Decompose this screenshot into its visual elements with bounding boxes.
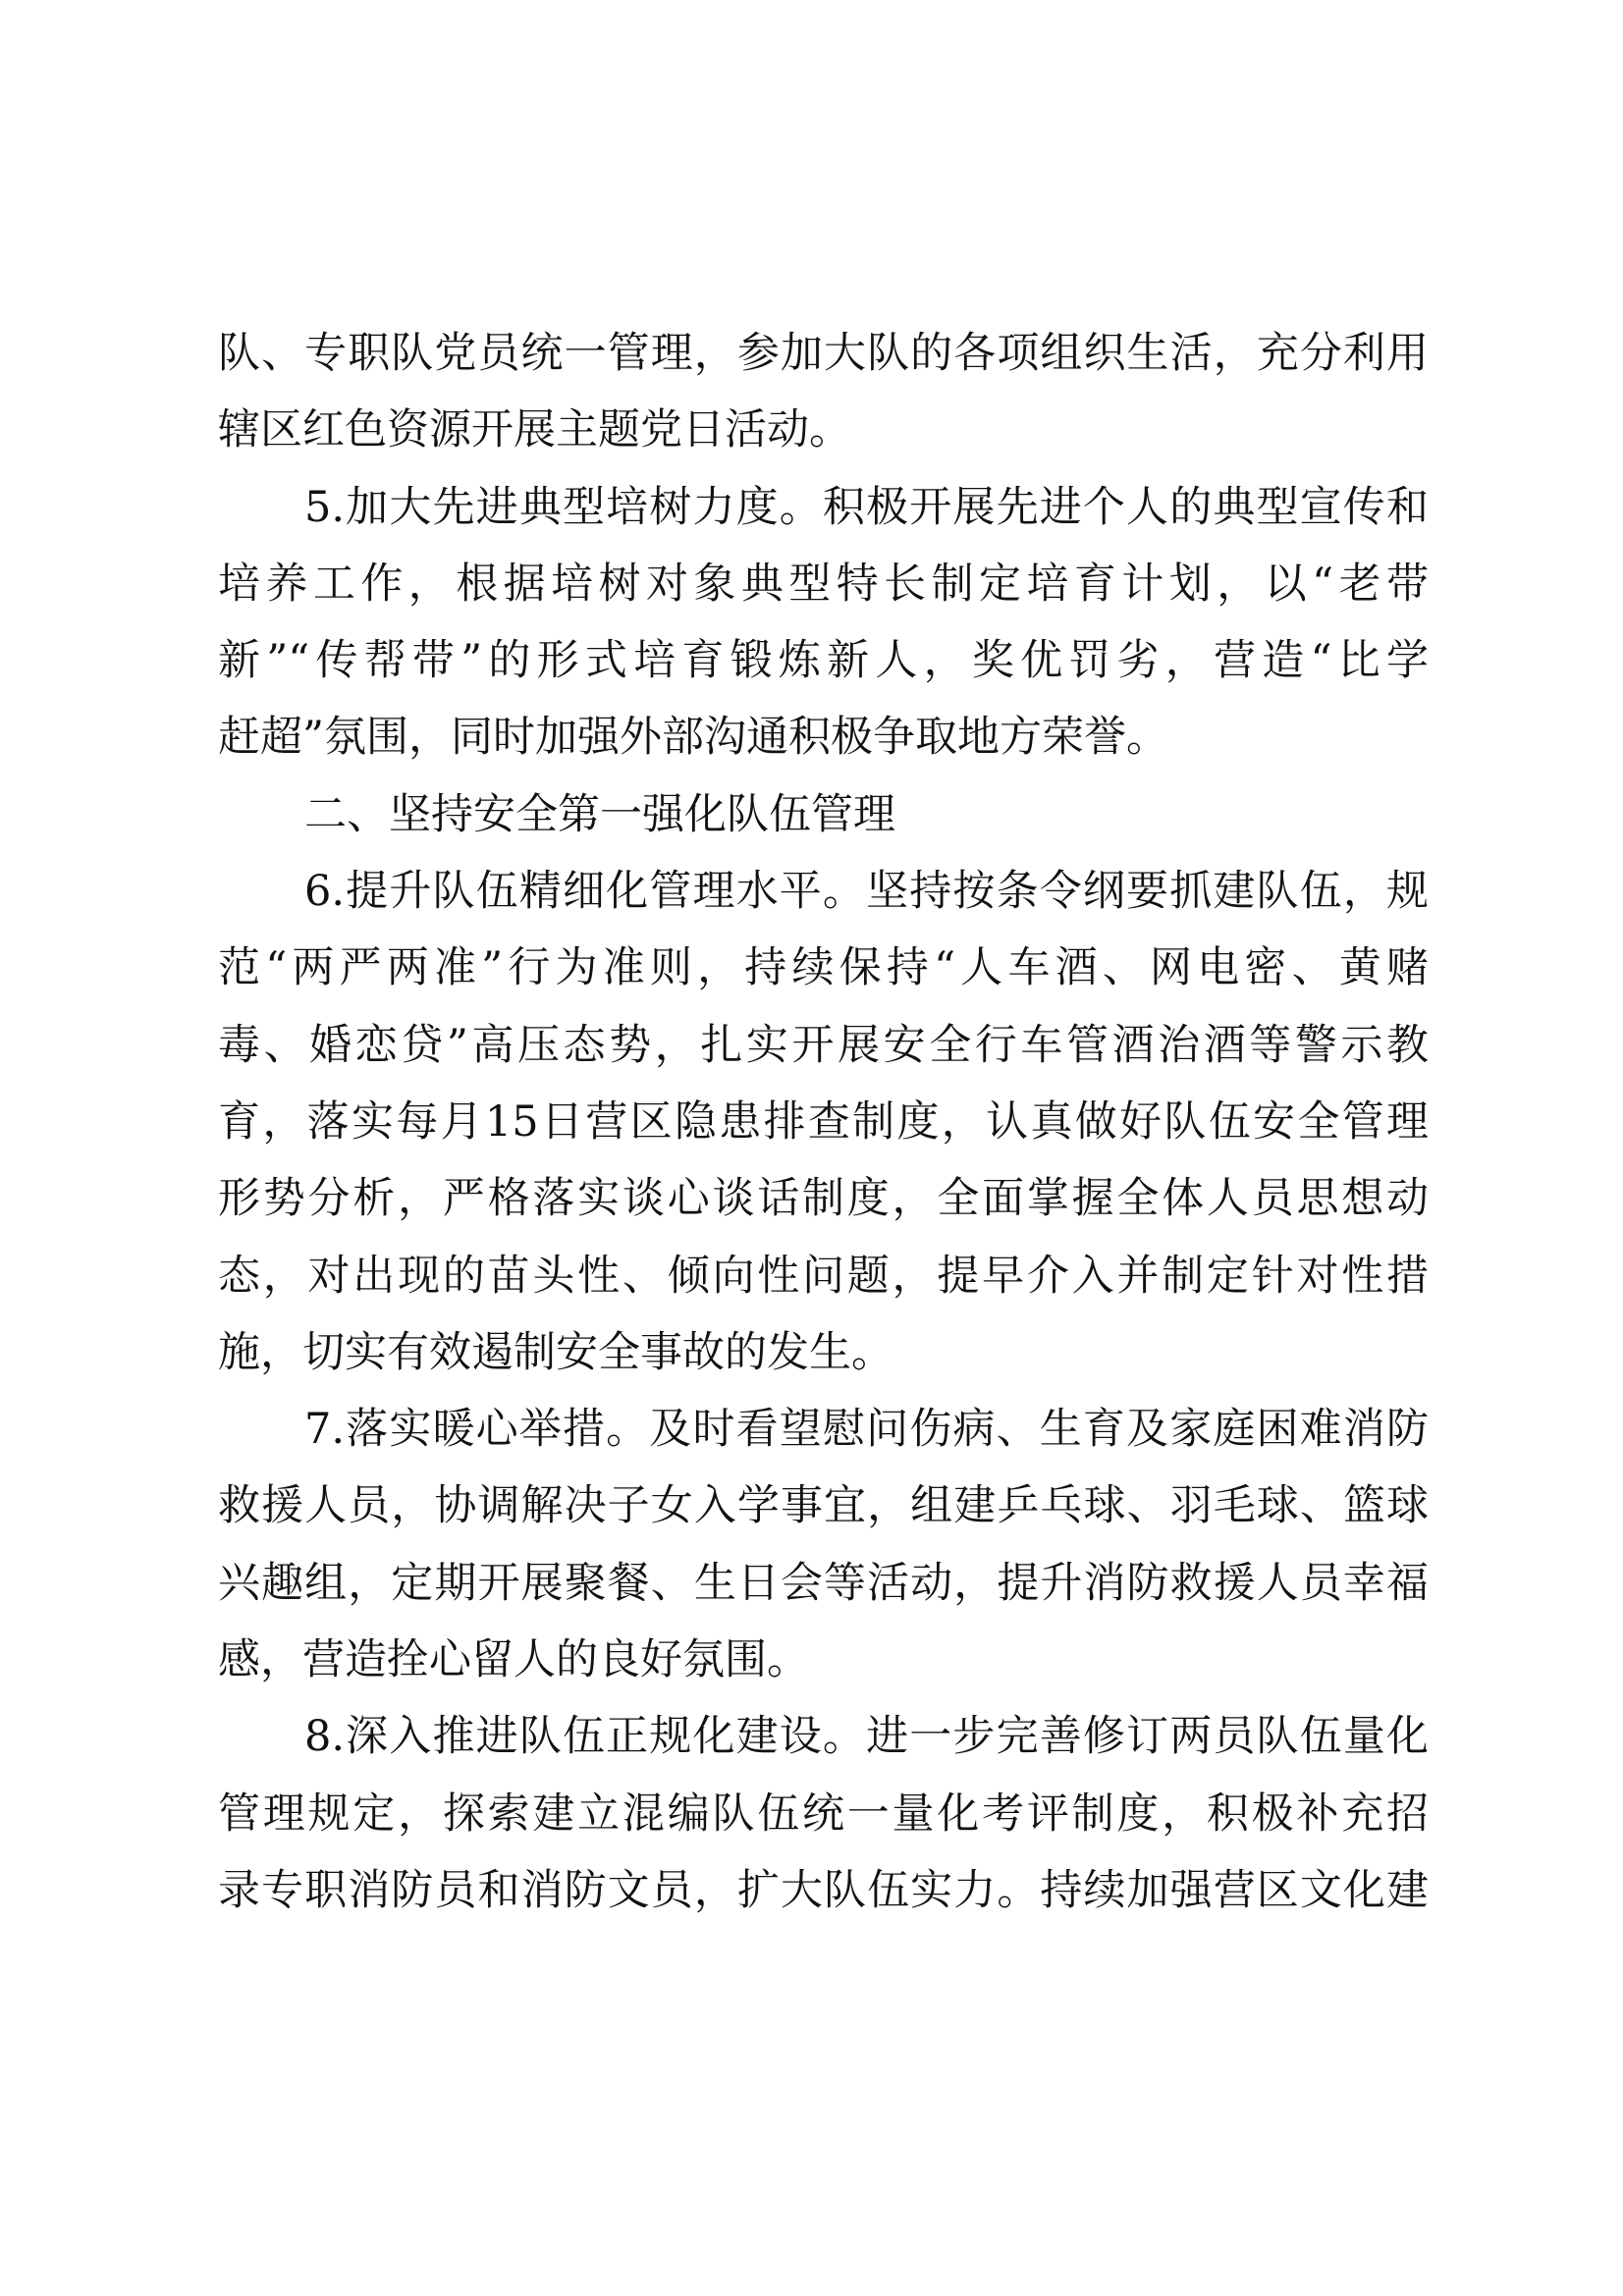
text-line: 8.深入推进队伍正规化建设。进一步完善修订两员队伍量化 — [304, 1712, 1429, 1762]
text-line: 施，切实有效遏制安全事故的发生。 — [218, 1327, 893, 1377]
text-line: 感，营造拴心留人的良好氛围。 — [218, 1635, 809, 1685]
text-line: 5.加大先进典型培树力度。积极开展先进个人的典型宣传和 — [304, 482, 1429, 532]
text-line: 育，落实每月15日营区隐患排查制度，认真做好队伍安全管理 — [218, 1096, 1429, 1147]
paragraph — [218, 1698, 1429, 1929]
section-heading — [218, 776, 1429, 853]
text-line: 态，对出现的苗头性、倾向性问题，提早介入并制定针对性措 — [218, 1251, 1429, 1301]
paragraph — [218, 853, 1429, 1391]
text-line: 管理规定，探索建立混编队伍统一量化考评制度，积极补充招 — [218, 1789, 1429, 1839]
text-line: 6.提升队伍精细化管理水平。坚持按条令纲要抓建队伍，规 — [304, 867, 1429, 917]
text-line: 赶超”氛围，同时加强外部沟通积极争取地方荣誉。 — [218, 713, 1168, 763]
text-line: 新”“传帮带”的形式培育锻炼新人，奖优罚劣，营造“比学 — [218, 636, 1429, 686]
text-line: 范“两严两准”行为准则，持续保持“人车酒、网电密、黄赌 — [218, 943, 1429, 993]
text-line: 队、专职队党员统一管理，参加大队的各项组织生活，充分利用 — [218, 329, 1429, 378]
text-line: 毒、婚恋贷”高压态势，扎实开展安全行车管酒治酒等警示教 — [218, 1020, 1429, 1070]
text-line: 救援人员，协调解决子女入学事宜，组建乒乓球、羽毛球、篮球 — [218, 1481, 1429, 1531]
text-line: 兴趣组，定期开展聚餐、生日会等活动，提升消防救援人员幸福 — [218, 1558, 1429, 1608]
text-line: 二、坚持安全第一强化队伍管理 — [304, 789, 895, 839]
document-body — [218, 315, 1429, 1929]
text-line: 录专职消防员和消防文员，扩大队伍实力。持续加强营区文化建 — [218, 1865, 1429, 1915]
paragraph — [218, 315, 1429, 469]
paragraph — [218, 1391, 1429, 1698]
text-line: 形势分析，严格落实谈心谈话制度，全面掌握全体人员思想动 — [218, 1174, 1429, 1224]
paragraph — [218, 469, 1429, 776]
text-line: 7.落实暖心举措。及时看望慰问伤病、生育及家庭困难消防 — [304, 1405, 1429, 1455]
text-line: 辖区红色资源开展主题党日活动。 — [218, 405, 851, 455]
text-line: 培养工作，根据培树对象典型特长制定培育计划，以“老带 — [218, 559, 1429, 609]
